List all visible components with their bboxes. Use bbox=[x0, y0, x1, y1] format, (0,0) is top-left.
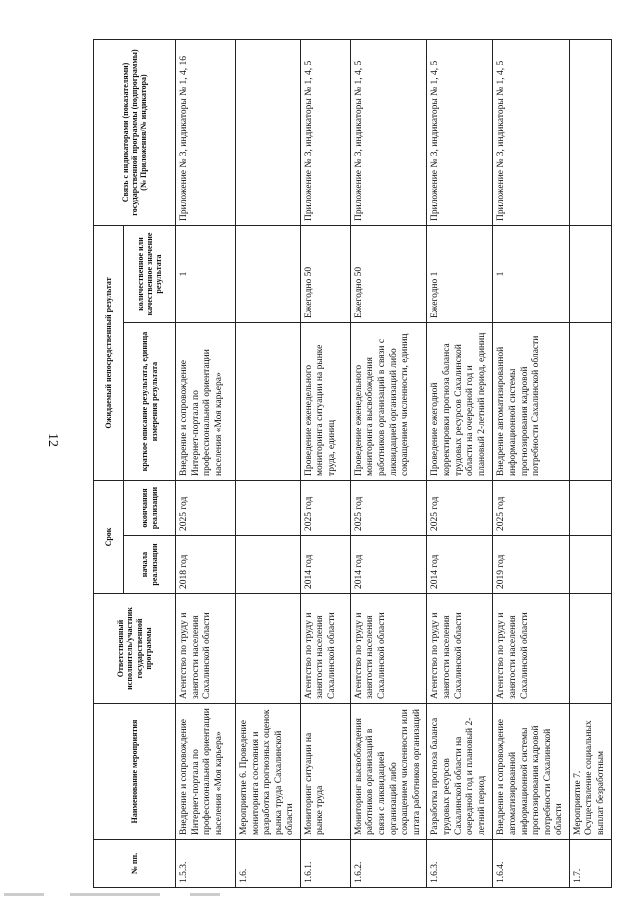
cell-value bbox=[236, 226, 301, 323]
cell-start: 2014 год bbox=[300, 536, 350, 594]
cell-end bbox=[236, 481, 301, 536]
cell-link bbox=[569, 40, 611, 226]
cell-value: Ежегодно 50 bbox=[350, 226, 426, 323]
cell-link: Приложение № 3, индикаторы № 1, 4, 5 bbox=[493, 40, 569, 226]
cell-desc: Проведение еженедельного мониторинга высвобождения работников организаций в связи с ликвидацией организаций либо сокращением численности, единиц bbox=[350, 323, 426, 481]
cell-start bbox=[569, 536, 611, 594]
cell-name: Мониторинг высвобождения работников организаций в связи с ликвидацией организаций либо сокращением численности или штата работников организаций bbox=[350, 704, 426, 840]
table-row bbox=[569, 40, 611, 888]
cell-responsible: Агентство по труду и занятости населения Сахалинской области bbox=[493, 594, 569, 704]
cell-end: 2025 год bbox=[176, 481, 236, 536]
cell-name: Мониторинг ситуации на рынке труда bbox=[300, 704, 350, 840]
cell-desc: Проведение еженедельного мониторинга ситуации на рынке труда, единиц bbox=[300, 323, 350, 481]
cell-num: 1.7. bbox=[569, 840, 611, 888]
cell-num: 1.6.1. bbox=[300, 840, 350, 888]
cell-num: 1.6.2. bbox=[350, 840, 426, 888]
cell-num: 1.6. bbox=[236, 840, 301, 888]
cell-value: 1 bbox=[176, 226, 236, 323]
table-row bbox=[300, 40, 350, 888]
cell-desc bbox=[569, 323, 611, 481]
cell-desc: Внедрение и сопровождение Интернет-портала по профессиональной ориентации населения «Моя карьера» bbox=[176, 323, 236, 481]
measures-table bbox=[93, 39, 612, 888]
scan-mark bbox=[4, 893, 44, 896]
header-result-desc: краткое описание результата, единица измерения результата bbox=[124, 323, 176, 481]
cell-start bbox=[236, 536, 301, 594]
cell-name: Внедрение и сопровождение автоматизированной информационной системы прогнозирования кадровой потребности Сахалинской области bbox=[493, 704, 569, 840]
scan-edge-artifacts bbox=[0, 889, 636, 905]
cell-start: 2014 год bbox=[350, 536, 426, 594]
cell-end: 2025 год bbox=[493, 481, 569, 536]
rotated-table-container bbox=[93, 40, 610, 888]
cell-responsible: Агентство по труду и занятости населения Сахалинской области bbox=[176, 594, 236, 704]
cell-end: 2025 год bbox=[350, 481, 426, 536]
cell-responsible bbox=[236, 594, 301, 704]
header-term: Срок bbox=[94, 481, 124, 594]
cell-name: Мероприятие 6. Проведение мониторинга состояния и разработка прогнозных оценок рынка труда Сахалинской области bbox=[236, 704, 301, 840]
cell-name: Мероприятие 7. Осуществление социальных выплат безработным bbox=[569, 704, 611, 840]
cell-num: 1.5.3. bbox=[176, 840, 236, 888]
header-link: Связь с индикаторами (показателями) государственной программы (подпрограммы) (№ Приложения/№ индикатора) bbox=[94, 40, 176, 226]
cell-value: Ежегодно 1 bbox=[427, 226, 493, 323]
cell-link: Приложение № 3, индикаторы № 1, 4, 5 bbox=[427, 40, 493, 226]
cell-name: Разработка прогноза баланса трудовых ресурсов Сахалинской области на очередной год и плановый 2-летний период bbox=[427, 704, 493, 840]
cell-end: 2025 год bbox=[300, 481, 350, 536]
cell-link: Приложение № 3, индикаторы № 1, 4, 16 bbox=[176, 40, 236, 226]
table-row bbox=[493, 40, 569, 888]
cell-link: Приложение № 3, индикаторы № 1, 4, 5 bbox=[300, 40, 350, 226]
cell-num: 1.6.3. bbox=[427, 840, 493, 888]
header-result-value: количественное или качественное значение результата bbox=[124, 226, 176, 323]
scan-mark bbox=[190, 893, 220, 896]
cell-num: 1.6.4. bbox=[493, 840, 569, 888]
header-term-end: окончания реализации bbox=[124, 481, 176, 536]
page-number: 12 bbox=[45, 433, 60, 447]
cell-name: Внедрение и сопровождение Интернет-портала по профессиональной ориентации населения «Моя карьера» bbox=[176, 704, 236, 840]
header-result: Ожидаемый непосредственный результат bbox=[94, 226, 124, 481]
cell-desc bbox=[236, 323, 301, 481]
header-term-start: начала реализации bbox=[124, 536, 176, 594]
header-name: Наименование мероприятия bbox=[94, 704, 176, 840]
table-row bbox=[176, 40, 236, 888]
cell-link: Приложение № 3, индикаторы № 1, 4, 5 bbox=[350, 40, 426, 226]
cell-start: 2019 год bbox=[493, 536, 569, 594]
cell-start: 2018 год bbox=[176, 536, 236, 594]
header-responsible: Ответственный исполнитель/участник государственной программы bbox=[94, 594, 176, 704]
cell-value: 1 bbox=[493, 226, 569, 323]
table-row bbox=[350, 40, 426, 888]
cell-end bbox=[569, 481, 611, 536]
cell-responsible: Агентство по труду и занятости населения Сахалинской области bbox=[300, 594, 350, 704]
cell-start: 2014 год bbox=[427, 536, 493, 594]
cell-responsible bbox=[569, 594, 611, 704]
cell-responsible: Агентство по труду и занятости населения Сахалинской области bbox=[350, 594, 426, 704]
cell-desc: Внедрение автоматизированной информационной системы прогнозирования кадровой потребности Сахалинской области bbox=[493, 323, 569, 481]
cell-responsible: Агентство по труду и занятости населения Сахалинской области bbox=[427, 594, 493, 704]
scan-mark bbox=[70, 893, 160, 896]
cell-value: Ежегодно 50 bbox=[300, 226, 350, 323]
cell-end: 2025 год bbox=[427, 481, 493, 536]
table-row bbox=[236, 40, 301, 888]
header-num: № пп. bbox=[94, 840, 176, 888]
cell-link bbox=[236, 40, 301, 226]
table-row bbox=[427, 40, 493, 888]
cell-value bbox=[569, 226, 611, 323]
cell-desc: Проведение ежегодной корректировки прогноза баланса трудовых ресурсов Сахалинской области на очередной год и плановый 2-летний период, единиц bbox=[427, 323, 493, 481]
